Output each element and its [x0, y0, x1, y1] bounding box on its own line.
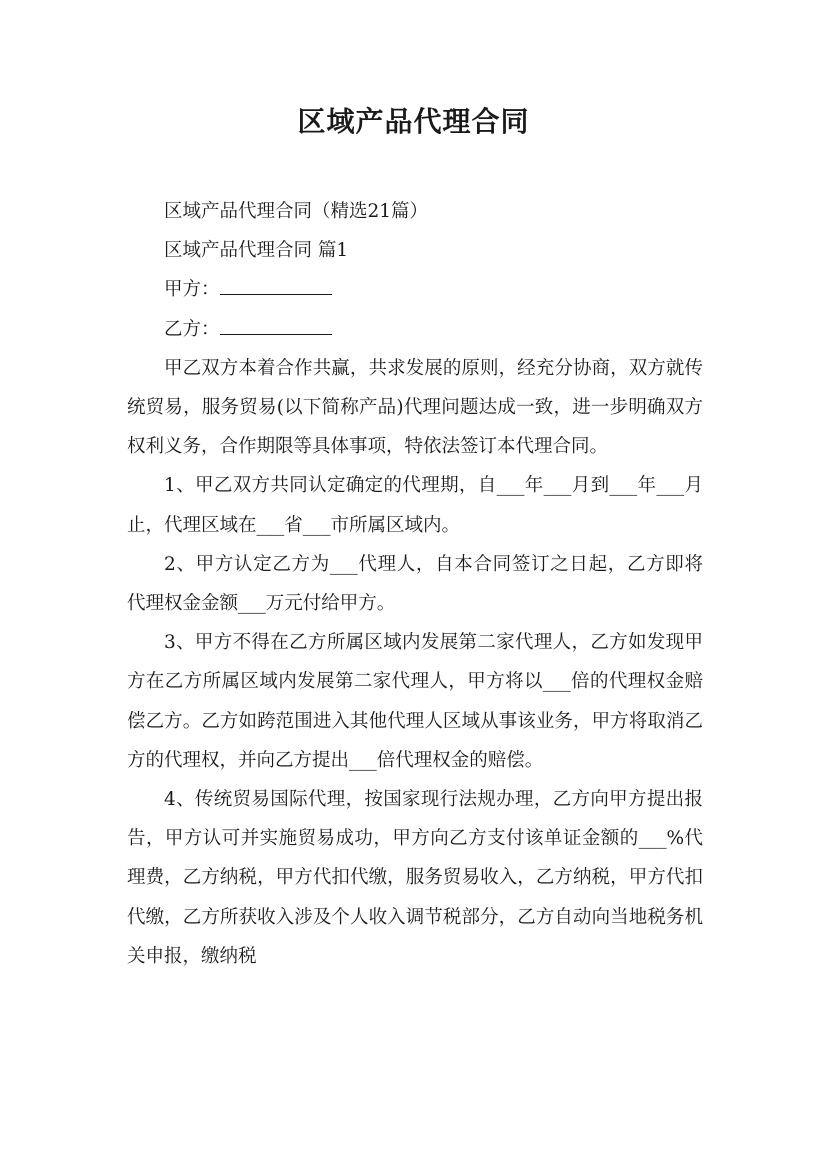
- party-a-line: [127, 270, 703, 309]
- contract-subtitle: 区域产品代理合同（精选21篇）: [164, 201, 429, 222]
- party-b-label: 乙方：: [164, 318, 220, 340]
- section-heading: 区域产品代理合同 篇1: [164, 240, 349, 262]
- paragraph-preamble: 甲乙双方本着合作共赢，共求发展的原则，经充分协商，双方就传统贸易，服务贸易(以下简称产品)代理问题达成一致，进一步明确双方权利义务，合作期限等具体事项，特依法签订本代理合同。: [127, 357, 703, 458]
- document-title: 区域产品代理合同: [297, 105, 530, 138]
- party-b-line: [127, 310, 703, 349]
- party-a-label: 甲方：: [164, 279, 220, 301]
- party-a-blank: [220, 275, 332, 295]
- clause-1: 1、甲乙双方共同认定确定的代理期，自___年___月到___年___月止，代理区域在___省___市所属区域内。: [127, 475, 703, 536]
- document-body: [127, 192, 703, 976]
- clause-3: 3、甲方不得在乙方所属区域内发展第二家代理人，乙方如发现甲方在乙方所属区域内发展第二家代理人，甲方将以___倍的代理权金赔偿乙方。乙方如跨范围进入其他代理人区域从事该业务，甲方将取消乙方的代理权，并向乙方提出___倍代理权金的赔偿。: [127, 632, 703, 771]
- clause-2: 2、甲方认定乙方为___代理人，自本合同签订之日起，乙方即将代理权金金额___万元付给甲方。: [127, 553, 703, 615]
- clause-4: 4、传统贸易国际代理，按国家现行法规办理，乙方向甲方提出报告，甲方认可并实施贸易成功，甲方向乙方支付该单证金额的___%代理费，乙方纳税，甲方代扣代缴，服务贸易收入，乙方纳税，甲方代扣代缴，乙方所获收入涉及个人收入调节税部分，乙方自动向当地税务机关申报，缴纳税: [127, 789, 703, 967]
- party-b-blank: [220, 314, 332, 334]
